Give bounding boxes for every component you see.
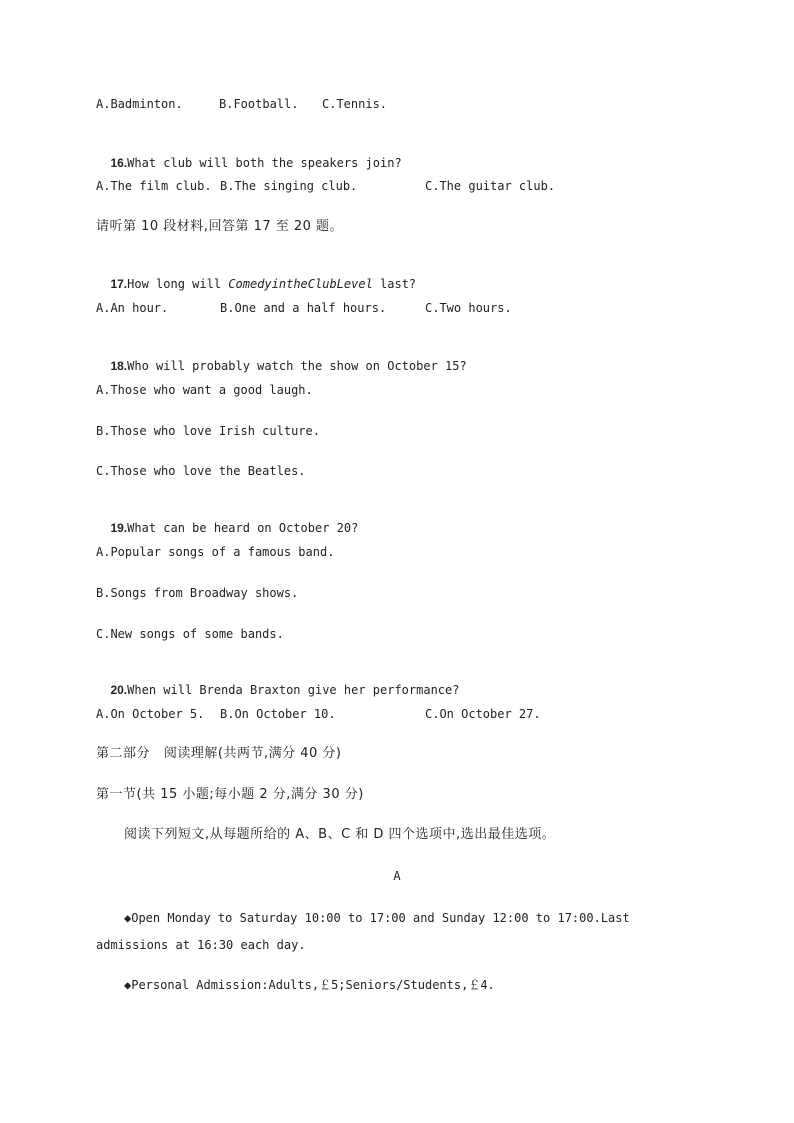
question-number: 16. — [110, 156, 128, 170]
part-2-title: 第二部分 阅读理解(共两节,满分 40 分) — [96, 746, 342, 761]
question-text-post: last? — [372, 277, 417, 291]
q15-option-c: C.Tennis. — [322, 97, 388, 111]
passage-label: A — [393, 869, 401, 883]
question-text: Who will probably watch the show on October 15? — [127, 359, 467, 373]
question-text: What club will both the speakers join? — [127, 156, 402, 170]
q16-option-a: A.The film club. — [96, 179, 212, 193]
q20-option-a: A.On October 5. — [96, 707, 205, 721]
q17-option-b: B.One and a half hours. — [220, 301, 387, 315]
q15-option-b: B.Football. — [219, 97, 299, 111]
q19-option-a: A.Popular songs of a famous band. — [96, 545, 335, 559]
bullet-opening-hours-line2: admissions at 16:30 each day. — [96, 938, 306, 952]
question-text: What can be heard on October 20? — [127, 521, 359, 535]
q18-option-a: A.Those who want a good laugh. — [96, 383, 313, 397]
question-number: 17. — [110, 277, 128, 291]
section-10-instruction: 请听第 10 段材料,回答第 17 至 20 题。 — [96, 219, 344, 234]
bullet-opening-hours-line1: ◆Open Monday to Saturday 10:00 to 17:00 and Sunday 12:00 to 17:00.Last — [124, 911, 630, 925]
q19-option-b: B.Songs from Broadway shows. — [96, 586, 299, 600]
q16-option-c: C.The guitar club. — [425, 179, 556, 193]
question-17 — [96, 260, 416, 292]
question-text: When will Brenda Braxton give her performance? — [127, 683, 460, 697]
q15-option-a: A.Badminton. — [96, 97, 183, 111]
question-20 — [96, 666, 459, 698]
q18-option-c: C.Those who love the Beatles. — [96, 464, 306, 478]
question-number: 18. — [110, 359, 128, 373]
question-16 — [96, 139, 402, 171]
q16-option-b: B.The singing club. — [220, 179, 358, 193]
show-title: ComedyintheClubLevel — [228, 277, 373, 291]
question-number: 20. — [110, 683, 128, 697]
bullet-admission: ◆Personal Admission:Adults,￡5;Seniors/Students,￡4. — [124, 978, 495, 992]
q18-option-b: B.Those who love Irish culture. — [96, 424, 320, 438]
q17-option-a: A.An hour. — [96, 301, 169, 315]
question-18 — [96, 342, 467, 374]
q17-option-c: C.Two hours. — [425, 301, 512, 315]
question-19 — [96, 504, 358, 536]
section-1-title: 第一节(共 15 小题;每小题 2 分,满分 30 分) — [96, 787, 364, 802]
q19-option-c: C.New songs of some bands. — [96, 627, 284, 641]
question-number: 19. — [110, 521, 128, 535]
reading-instructions: 阅读下列短文,从每题所给的 A、B、C 和 D 四个选项中,选出最佳选项。 — [124, 827, 556, 842]
q20-option-c: C.On October 27. — [425, 707, 541, 721]
q20-option-b: B.On October 10. — [220, 707, 336, 721]
question-text-pre: How long will — [127, 277, 229, 291]
